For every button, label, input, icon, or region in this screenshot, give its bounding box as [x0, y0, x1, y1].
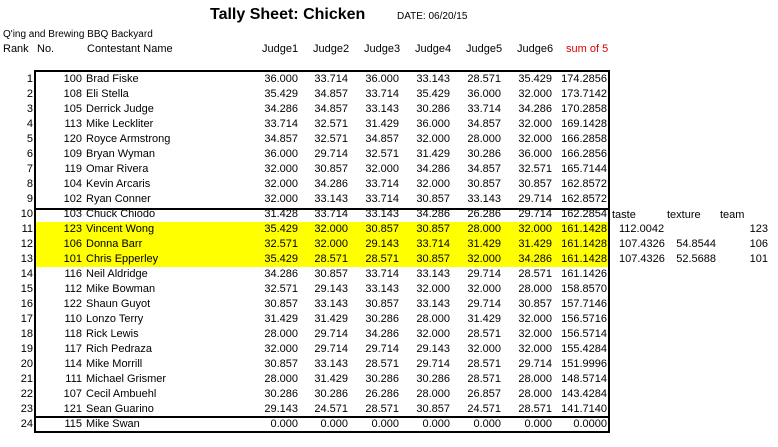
judge2-score-cell: 30.857	[314, 163, 348, 175]
judge5-score-cell: 29.714	[467, 298, 501, 310]
judge6-score-cell: 28.571	[518, 268, 552, 280]
number-cell: 102	[63, 193, 82, 205]
number-cell: 118	[64, 328, 82, 340]
judge3-score-cell: 30.286	[365, 313, 399, 325]
sum-header: sum of 5	[566, 43, 609, 55]
judge5-score-cell: 30.857	[467, 178, 501, 190]
judge1-score-cell: 32.571	[264, 238, 298, 250]
judge2-score-cell: 34.286	[314, 178, 348, 190]
table-row	[0, 297, 778, 312]
judge4-score-cell: 0.000	[422, 418, 450, 430]
judge2-score-cell: 33.143	[314, 358, 348, 370]
judge1-score-cell: 34.286	[264, 268, 298, 280]
table-row	[0, 237, 778, 252]
judge1-score-cell: 33.714	[264, 118, 298, 130]
judge2-score-cell: 33.143	[314, 193, 348, 205]
judge6-score-cell: 31.429	[518, 238, 552, 250]
judge5-score-cell: 28.000	[467, 133, 501, 145]
judge2-score-cell: 30.857	[314, 268, 348, 280]
judge1-score-cell: 30.857	[264, 358, 298, 370]
judge2-score-cell: 34.857	[314, 103, 348, 115]
contestant-name-cell: Rich Pedraza	[86, 343, 153, 355]
judge6-score-cell: 32.000	[518, 133, 552, 145]
judge4-score-cell: 30.286	[416, 373, 450, 385]
sum-cell: 162.8572	[561, 178, 607, 190]
judge4-score-cell: 34.286	[416, 163, 450, 175]
rank-cell: 9	[26, 193, 33, 205]
sum-cell: 151.9996	[561, 358, 607, 370]
contestant-name-cell: Mike Morrill	[86, 358, 143, 370]
number-cell: 104	[63, 178, 82, 190]
sum-cell: 143.4284	[561, 388, 607, 400]
judge5-score-cell: 28.000	[467, 223, 501, 235]
number-cell: 107	[63, 388, 82, 400]
judge3-score-cell: 34.857	[365, 133, 399, 145]
judge5-score-cell: 34.857	[467, 163, 501, 175]
judge4-score-cell: 33.143	[416, 73, 450, 85]
judge1-score-cell: 34.286	[264, 103, 298, 115]
judge4-score-cell: 32.000	[416, 178, 450, 190]
judge1-score-cell: 29.143	[264, 403, 298, 415]
rank-header: Rank	[3, 43, 29, 55]
judge1-score-cell: 36.000	[264, 73, 298, 85]
judge1-score-cell: 32.000	[264, 193, 298, 205]
judge3-score-cell: 36.000	[365, 73, 399, 85]
contestant-name-cell: Sean Guarino	[86, 403, 154, 415]
judge1-score-cell: 31.429	[264, 313, 298, 325]
rank-cell: 16	[20, 298, 33, 310]
judge4-score-cell: 31.429	[416, 148, 450, 160]
judge3-score-cell: 34.286	[365, 328, 399, 340]
taste-cell: 107.4326	[619, 253, 665, 265]
contestant-name-cell: Lonzo Terry	[86, 313, 144, 325]
judge4-score-cell: 29.714	[416, 358, 450, 370]
sum-cell: 162.8572	[561, 193, 607, 205]
judge4-score-cell: 30.857	[416, 253, 450, 265]
judge3-score-cell: 28.571	[365, 358, 399, 370]
number-cell: 106	[63, 238, 82, 250]
table-row	[0, 222, 778, 237]
judge6-score-cell: 32.000	[518, 313, 552, 325]
judge2-score-cell: 32.000	[314, 238, 348, 250]
judge3-score-cell: 29.714	[365, 343, 399, 355]
number-cell: 119	[64, 163, 82, 175]
number-header: No.	[37, 43, 55, 55]
table-row	[0, 102, 778, 117]
judge5-score-cell: 36.000	[467, 88, 501, 100]
judge6-score-cell: 0.000	[524, 418, 552, 430]
sum-cell: 169.1428	[561, 118, 607, 130]
sum-cell: 166.2858	[561, 133, 607, 145]
table-row	[0, 177, 778, 192]
judge1-score-cell: 28.000	[264, 328, 298, 340]
judge2-score-cell: 29.714	[314, 328, 348, 340]
judge5-score-cell: 31.429	[467, 313, 501, 325]
judge5-score-cell: 28.571	[467, 73, 501, 85]
table-row	[0, 117, 778, 132]
rank-cell: 3	[26, 103, 33, 115]
contestant-name-cell: Rick Lewis	[86, 328, 139, 340]
table-row	[0, 72, 778, 87]
taste-header: taste	[612, 209, 636, 221]
team-header: team	[720, 209, 745, 221]
sheet-date: DATE: 06/20/15	[397, 11, 468, 22]
number-cell: 112	[64, 283, 82, 295]
judge1-score-cell: 36.000	[264, 148, 298, 160]
number-cell: 114	[64, 358, 82, 370]
rank-cell: 8	[26, 178, 33, 190]
judge3-score-cell: 33.143	[365, 208, 399, 220]
sum-cell: 161.1428	[561, 253, 607, 265]
rank-cell: 2	[26, 88, 33, 100]
judge2-score-cell: 33.714	[314, 73, 348, 85]
sum-cell: 166.2856	[561, 148, 607, 160]
rank-cell: 12	[20, 238, 33, 250]
judge4-score-cell: 32.000	[416, 328, 450, 340]
number-cell: 120	[63, 133, 82, 145]
judge6-score-cell: 32.000	[518, 88, 552, 100]
sum-cell: 173.7142	[561, 88, 607, 100]
judge3-score-cell: 26.286	[365, 388, 399, 400]
judge2-score-cell: 34.857	[314, 88, 348, 100]
sum-cell: 148.5714	[561, 373, 607, 385]
judge3-score-cell: 33.714	[365, 88, 399, 100]
team-cell: 101	[749, 253, 768, 265]
table-row	[0, 192, 778, 207]
judge2-score-cell: 29.714	[314, 148, 348, 160]
judge2-score-cell: 28.571	[314, 253, 348, 265]
judge4-score-cell: 33.714	[416, 238, 450, 250]
judge1-score-cell: 32.000	[264, 343, 298, 355]
judge2-score-cell: 30.286	[314, 388, 348, 400]
judge2-score-cell: 29.143	[314, 283, 348, 295]
number-cell: 121	[63, 403, 82, 415]
judge1-score-cell: 30.857	[264, 298, 298, 310]
judge4-score-cell: 30.857	[416, 403, 450, 415]
judge5-score-cell: 29.714	[467, 268, 501, 280]
judge1-score-cell: 35.429	[264, 88, 298, 100]
contestant-name-cell: Chris Epperley	[86, 253, 159, 265]
judge1-score-cell: 34.857	[264, 133, 298, 145]
table-row	[0, 282, 778, 297]
judge2-score-cell: 31.429	[314, 313, 348, 325]
number-cell: 113	[64, 118, 82, 130]
judge3-score-cell: 32.000	[365, 163, 399, 175]
sum-cell: 157.7146	[561, 298, 607, 310]
contestant-name-cell: Neil Aldridge	[86, 268, 148, 280]
judge5-score-cell: 33.714	[467, 103, 501, 115]
contestant-name-cell: Ryan Conner	[86, 193, 151, 205]
judge3-score-cell: 33.143	[365, 103, 399, 115]
judge6-score-cell: 32.571	[518, 163, 552, 175]
number-cell: 109	[63, 148, 82, 160]
sum-cell: 174.2856	[561, 73, 607, 85]
table-row	[0, 357, 778, 372]
judge6-score-cell: 34.286	[518, 253, 552, 265]
contestant-name-cell: Derrick Judge	[86, 103, 154, 115]
team-cell: 123	[749, 223, 768, 235]
judge5-score-cell: 28.571	[467, 328, 501, 340]
sum-cell: 141.7140	[561, 403, 607, 415]
contestant-name-cell: Mike Swan	[86, 418, 140, 430]
table-row	[0, 132, 778, 147]
judge1-score-cell: 35.429	[264, 223, 298, 235]
rank-cell: 1	[26, 73, 33, 85]
judge5-score-cell: 33.143	[467, 193, 501, 205]
judge1-score-cell: 30.286	[264, 388, 298, 400]
sum-cell: 170.2858	[561, 103, 607, 115]
judge5-score-cell: 28.571	[467, 358, 501, 370]
judge5-header: Judge5	[466, 43, 503, 55]
judge4-score-cell: 28.000	[416, 388, 450, 400]
number-cell: 108	[63, 88, 82, 100]
judge3-score-cell: 28.571	[365, 403, 399, 415]
judge4-score-cell: 33.143	[416, 268, 450, 280]
judge5-score-cell: 32.000	[467, 343, 501, 355]
judge3-score-cell: 33.143	[365, 283, 399, 295]
texture-cell: 54.8544	[676, 238, 716, 250]
taste-cell: 107.4326	[619, 238, 665, 250]
contestant-name-cell: Mike Bowman	[86, 283, 156, 295]
texture-cell: 52.5688	[676, 253, 716, 265]
judge4-score-cell: 33.143	[416, 298, 450, 310]
rank-cell: 11	[21, 223, 33, 235]
contestant-name-cell: Eli Stella	[86, 88, 129, 100]
number-cell: 103	[63, 208, 82, 220]
sum-cell: 156.5714	[561, 328, 607, 340]
number-cell: 115	[64, 418, 82, 430]
contestant-name-header: Contestant Name	[87, 43, 173, 55]
sum-cell: 158.8570	[561, 283, 607, 295]
judge6-score-cell: 30.857	[518, 298, 552, 310]
judge2-score-cell: 29.714	[314, 343, 348, 355]
sum-cell: 0.0000	[573, 418, 607, 430]
rank-cell: 21	[20, 373, 33, 385]
number-cell: 122	[63, 298, 82, 310]
rank-cell: 17	[20, 313, 33, 325]
taste-cell: 112.0042	[619, 223, 665, 235]
judge6-score-cell: 28.000	[518, 388, 552, 400]
number-cell: 110	[64, 313, 82, 325]
sheet-title: Tally Sheet: Chicken	[210, 6, 366, 23]
judge6-score-cell: 30.857	[518, 178, 552, 190]
judge4-score-cell: 30.286	[416, 103, 450, 115]
table-row	[0, 147, 778, 162]
table-row	[0, 417, 778, 432]
rank-cell: 14	[20, 268, 33, 280]
judge4-score-cell: 36.000	[416, 118, 450, 130]
judge4-score-cell: 28.000	[416, 313, 450, 325]
rank-cell: 20	[20, 358, 33, 370]
judge5-score-cell: 26.286	[467, 208, 501, 220]
rank-cell: 4	[26, 118, 33, 130]
judge2-score-cell: 0.000	[320, 418, 348, 430]
judge6-score-cell: 32.000	[518, 328, 552, 340]
sum-cell: 155.4284	[561, 343, 607, 355]
judge1-score-cell: 0.000	[270, 418, 298, 430]
judge3-score-cell: 0.000	[371, 418, 399, 430]
judge6-score-cell: 32.000	[518, 223, 552, 235]
judge2-score-cell: 31.429	[314, 373, 348, 385]
number-cell: 101	[63, 253, 82, 265]
team-cell: 106	[749, 238, 768, 250]
number-cell: 117	[64, 343, 82, 355]
table-row	[0, 342, 778, 357]
contestant-name-cell: Mike Leckliter	[86, 118, 154, 130]
judge4-score-cell: 34.286	[416, 208, 450, 220]
judge3-score-cell: 30.286	[365, 373, 399, 385]
judge5-score-cell: 34.857	[467, 118, 501, 130]
judge6-score-cell: 35.429	[518, 73, 552, 85]
table-row	[0, 372, 778, 387]
contestant-name-cell: Royce Armstrong	[86, 133, 171, 145]
number-cell: 116	[64, 268, 82, 280]
table-row	[0, 87, 778, 102]
judge6-score-cell: 29.714	[518, 193, 552, 205]
sum-cell: 162.2854	[561, 208, 607, 220]
sum-cell: 161.1426	[561, 268, 607, 280]
judge3-score-cell: 33.714	[365, 193, 399, 205]
judge4-score-cell: 32.000	[416, 283, 450, 295]
judge1-score-cell: 32.000	[264, 163, 298, 175]
contestant-name-cell: Cecil Ambuehl	[86, 388, 157, 400]
number-cell: 105	[63, 103, 82, 115]
judge3-score-cell: 33.714	[365, 268, 399, 280]
judge3-score-cell: 28.571	[365, 253, 399, 265]
table-row	[0, 162, 778, 177]
rank-cell: 22	[20, 388, 33, 400]
contestant-name-cell: Shaun Guyot	[86, 298, 151, 310]
contestant-name-cell: Brad Fiske	[86, 73, 139, 85]
judge2-score-cell: 32.571	[314, 133, 348, 145]
judge6-score-cell: 29.714	[518, 208, 552, 220]
judge6-score-cell: 28.000	[518, 283, 552, 295]
judge2-score-cell: 32.571	[314, 118, 348, 130]
judge1-header: Judge1	[262, 43, 299, 55]
contestant-name-cell: Kevin Arcaris	[86, 178, 151, 190]
judge2-header: Judge2	[313, 43, 350, 55]
rank-cell: 13	[20, 253, 33, 265]
number-cell: 100	[63, 73, 82, 85]
judge5-score-cell: 30.286	[467, 148, 501, 160]
judge6-score-cell: 28.571	[518, 403, 552, 415]
table-row	[0, 267, 778, 282]
judge2-score-cell: 32.000	[314, 223, 348, 235]
number-cell: 123	[63, 223, 82, 235]
judge1-score-cell: 31.428	[264, 208, 298, 220]
contestant-name-cell: Chuck Chiodo	[86, 208, 156, 220]
judge5-score-cell: 0.000	[473, 418, 501, 430]
table-row	[0, 402, 778, 417]
judge2-score-cell: 33.714	[314, 208, 348, 220]
judge5-score-cell: 24.571	[467, 403, 501, 415]
table-row	[0, 312, 778, 327]
rank-cell: 5	[26, 133, 33, 145]
sum-cell: 161.1428	[561, 238, 607, 250]
judge2-score-cell: 33.143	[314, 298, 348, 310]
judge5-score-cell: 26.857	[467, 388, 501, 400]
judge3-score-cell: 33.714	[365, 178, 399, 190]
contestant-name-cell: Vincent Wong	[86, 223, 155, 235]
judge4-score-cell: 35.429	[416, 88, 450, 100]
judge4-header: Judge4	[415, 43, 452, 55]
sum-cell: 165.7144	[561, 163, 607, 175]
judge4-score-cell: 32.000	[416, 133, 450, 145]
judge6-score-cell: 28.000	[518, 373, 552, 385]
texture-header: texture	[667, 209, 701, 221]
judge2-score-cell: 24.571	[314, 403, 348, 415]
judge6-header: Judge6	[517, 43, 554, 55]
judge6-score-cell: 29.714	[518, 358, 552, 370]
judge3-header: Judge3	[364, 43, 401, 55]
judge6-score-cell: 32.000	[518, 118, 552, 130]
judge3-score-cell: 29.143	[365, 238, 399, 250]
judge6-score-cell: 32.000	[518, 343, 552, 355]
table-row	[0, 327, 778, 342]
rank-cell: 15	[20, 283, 33, 295]
table-row	[0, 207, 778, 222]
number-cell: 111	[65, 373, 82, 385]
event-name: Q'ing and Brewing BBQ Backyard	[3, 29, 153, 40]
rank-cell: 23	[20, 403, 33, 415]
contestant-name-cell: Donna Barr	[86, 238, 143, 250]
judge3-score-cell: 31.429	[365, 118, 399, 130]
rank-cell: 18	[20, 328, 33, 340]
table-row	[0, 252, 778, 267]
judge1-score-cell: 28.000	[264, 373, 298, 385]
judge6-score-cell: 34.286	[518, 103, 552, 115]
sum-cell: 156.5716	[561, 313, 607, 325]
rank-cell: 19	[20, 343, 33, 355]
judge1-score-cell: 35.429	[264, 253, 298, 265]
judge5-score-cell: 32.000	[467, 253, 501, 265]
judge6-score-cell: 36.000	[518, 148, 552, 160]
judge3-score-cell: 30.857	[365, 298, 399, 310]
judge5-score-cell: 32.000	[467, 283, 501, 295]
judge3-score-cell: 32.571	[365, 148, 399, 160]
judge4-score-cell: 30.857	[416, 193, 450, 205]
contestant-name-cell: Bryan Wyman	[86, 148, 155, 160]
contestant-name-cell: Omar Rivera	[86, 163, 149, 175]
sum-cell: 161.1428	[561, 223, 607, 235]
judge1-score-cell: 32.000	[264, 178, 298, 190]
rank-cell: 10	[20, 208, 33, 220]
judge5-score-cell: 31.429	[467, 238, 501, 250]
judge4-score-cell: 30.857	[416, 223, 450, 235]
judge4-score-cell: 29.143	[416, 343, 450, 355]
judge5-score-cell: 28.571	[467, 373, 501, 385]
judge1-score-cell: 32.571	[264, 283, 298, 295]
table-row	[0, 387, 778, 402]
rank-cell: 24	[20, 418, 33, 430]
rank-cell: 6	[26, 148, 33, 160]
contestant-name-cell: Michael Grismer	[86, 373, 167, 385]
rank-cell: 7	[26, 163, 33, 175]
judge3-score-cell: 30.857	[365, 223, 399, 235]
